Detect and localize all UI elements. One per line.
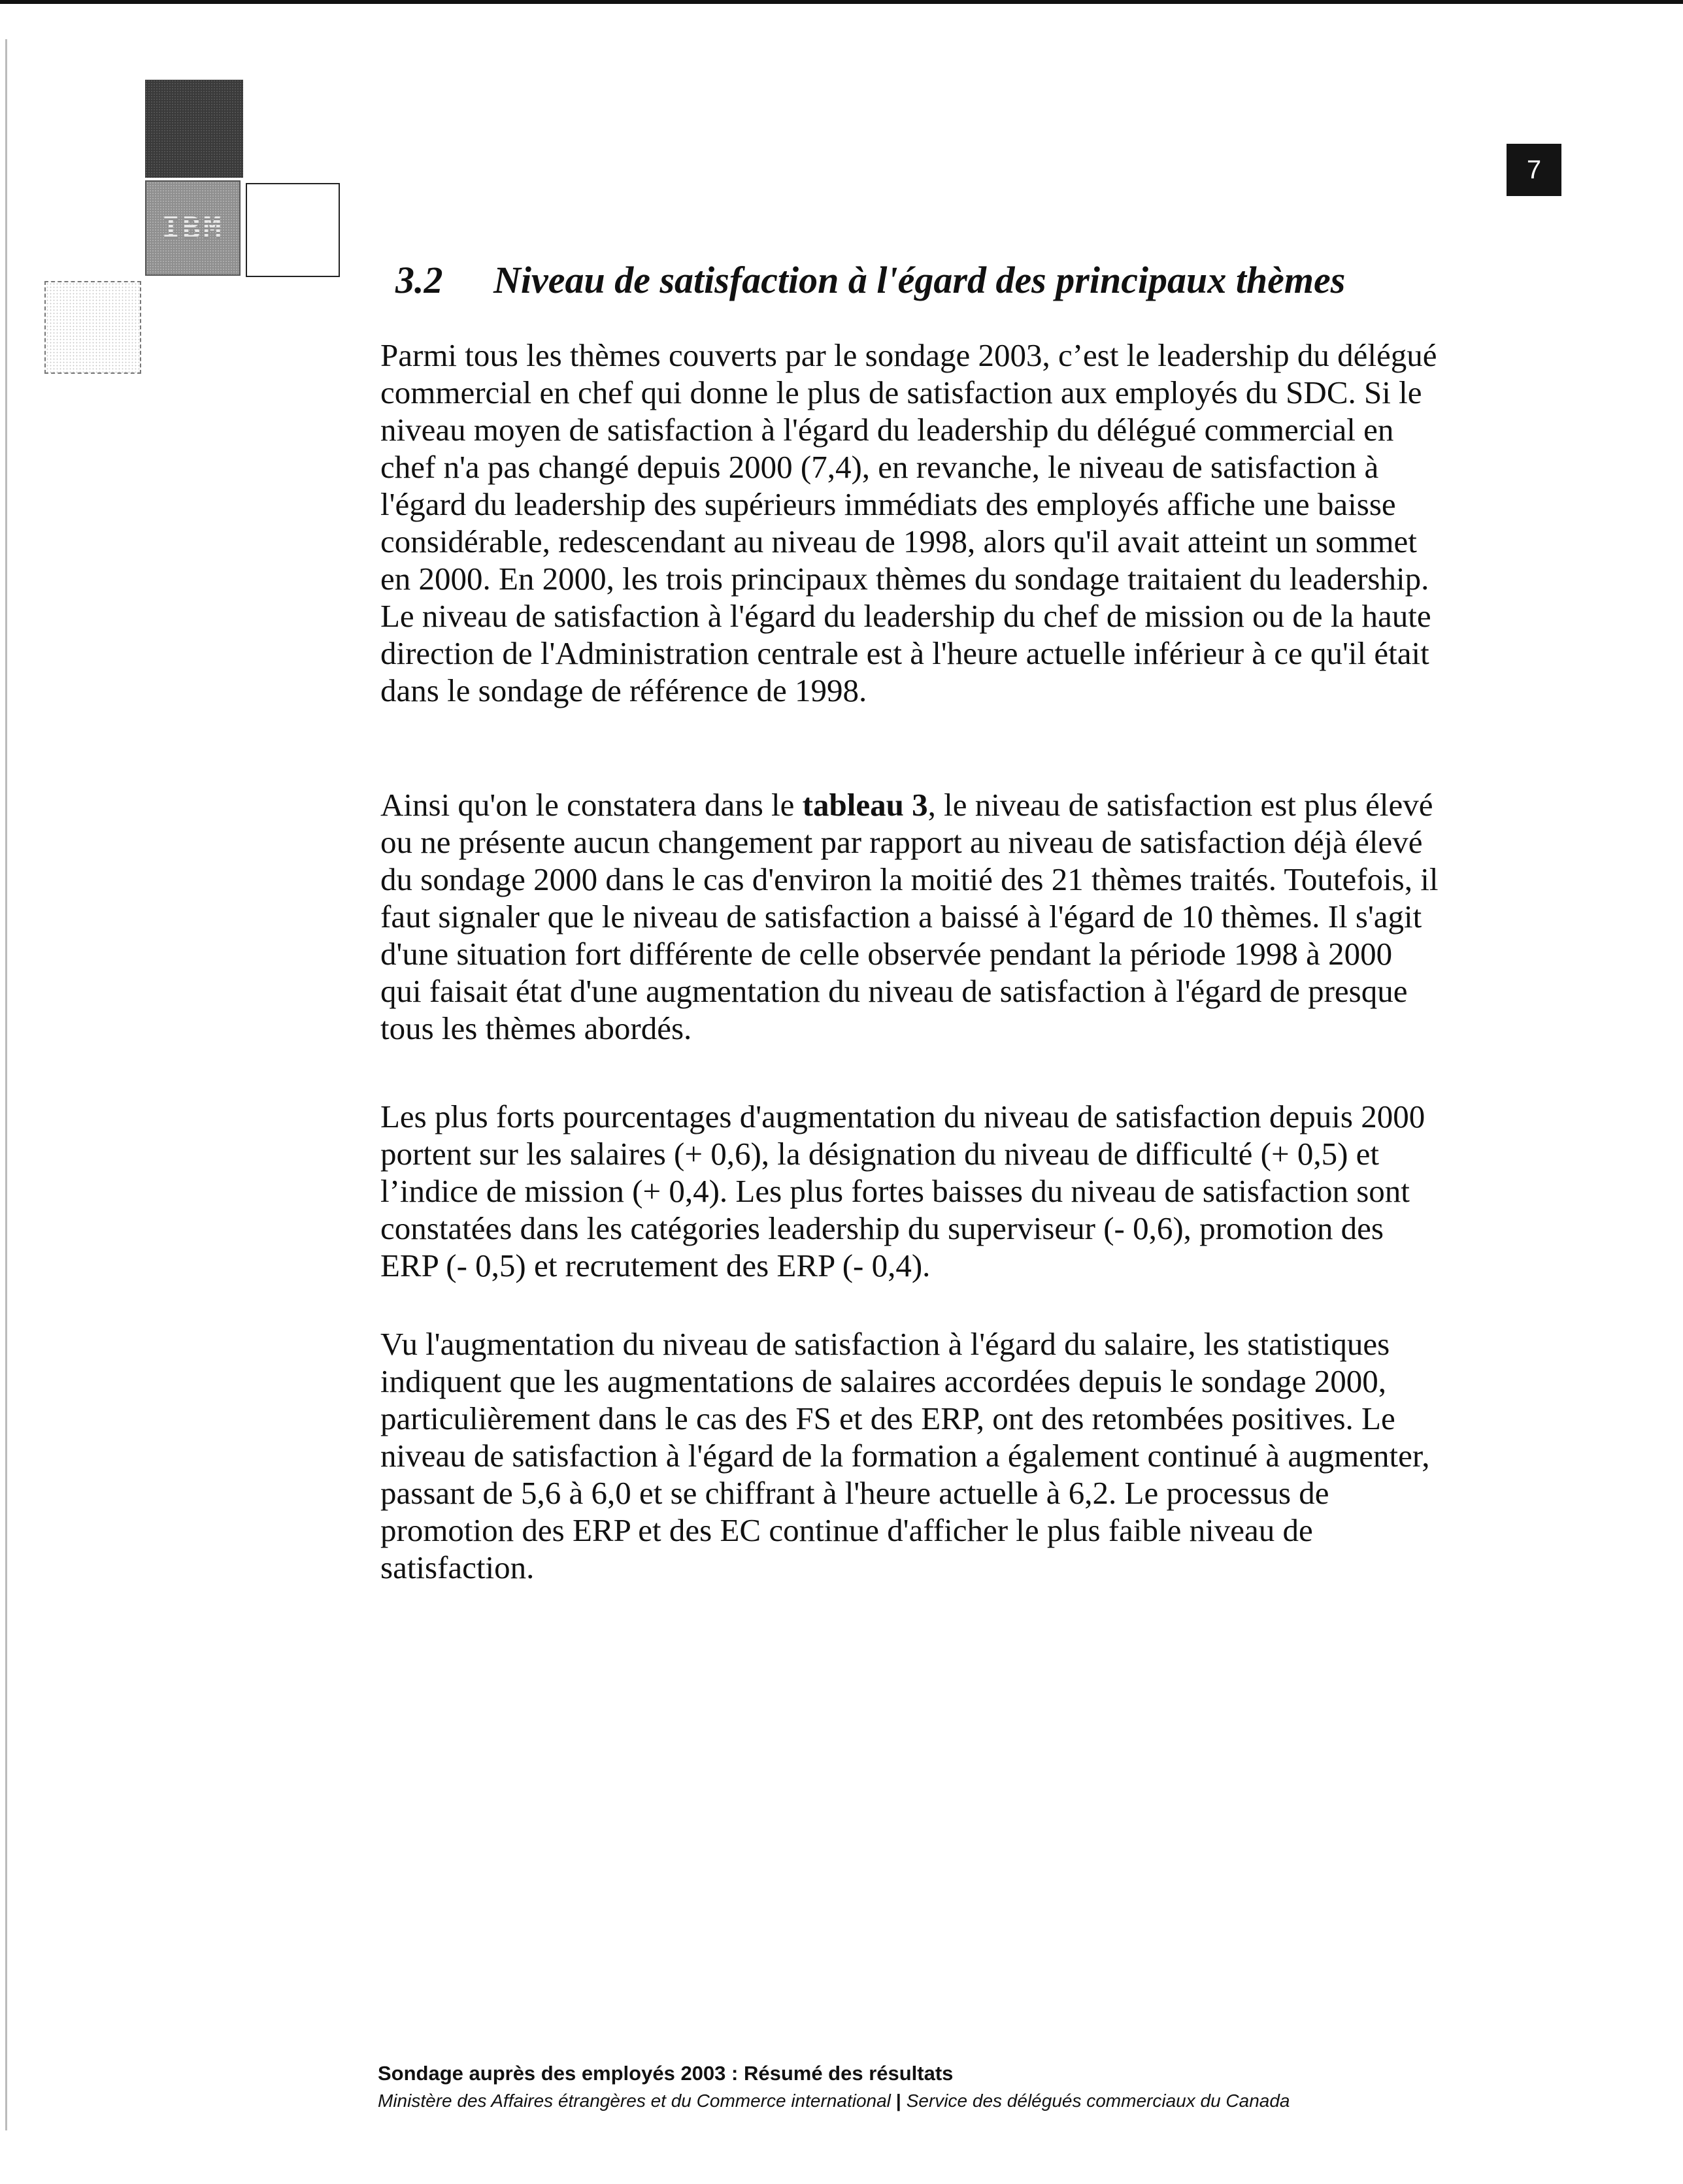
ibm-logo	[145, 180, 241, 276]
ibm-logo-text: IBM	[161, 210, 224, 246]
paragraph-table3	[380, 786, 1439, 1047]
paragraph-table3-intro: Ainsi qu'on le constatera dans le	[380, 787, 803, 823]
logo-outline-square	[246, 183, 340, 277]
page-number-badge	[1507, 144, 1561, 196]
paragraph-table3-body: , le niveau de satisfaction est plus élevé ou ne présente aucun changement par rapport au niveau de satisfaction déjà élevé du sondage 2000 dans le cas d'environ la moitié des 21 thèmes traités. Toutefois, il faut signaler que le niveau de satisfaction a baissé à l'égard de 10 thèmes. Il s'agit d'une situation fort différente de celle observée pendant la période 1998 à 2000 qui faisait état d'une augmentation du niveau de satisfaction à l'égard de presque tous les thèmes abordés.	[380, 787, 1439, 1046]
section-heading	[395, 258, 1345, 302]
paragraph-changes: Les plus forts pourcentages d'augmentation du niveau de satisfaction depuis 2000 portent sur les salaires (+ 0,6), la désignation du niveau de difficulté (+ 0,5) et l’indice de mission (+ 0,4). Les plus fortes baisses du niveau de satisfaction sont constatées dans les catégories leadership du superviseur (- 0,6), promotion des ERP (- 0,5) et recrutement des ERP (- 0,4).	[380, 1099, 1425, 1283]
footer-separator: |	[895, 2091, 901, 2111]
page-number: 7	[1526, 155, 1542, 184]
logo-dark-square	[145, 80, 243, 178]
scan-left-border	[5, 39, 7, 2130]
scan-top-border	[0, 0, 1683, 4]
footer-title: Sondage auprès des employés 2003 : Résumé des résultats	[378, 2062, 954, 2085]
footer-subtitle	[378, 2091, 1290, 2111]
page-footer	[378, 2062, 1290, 2111]
logo-light-square	[44, 281, 141, 374]
paragraph-salary: Vu l'augmentation du niveau de satisfaction à l'égard du salaire, les statistiques indiquent que les augmentations de salaires accordées depuis le sondage 2000, particulièrement dans le cas des FS et des ERP, ont des retombées positives. Le niveau de satisfaction à l'égard de la formation a également continué à augmenter, passant de 5,6 à 6,0 et se chiffrant à l'heure actuelle à 6,2. Le processus de promotion des ERP et des EC continue d'afficher le plus faible niveau de satisfaction.	[380, 1326, 1430, 1585]
footer-ministry: Ministère des Affaires étrangères et du Commerce international	[378, 2091, 891, 2111]
section-number: 3.2	[395, 259, 443, 301]
paragraph-leadership: Parmi tous les thèmes couverts par le sondage 2003, c’est le leadership du délégué commercial en chef qui donne le plus de satisfaction aux employés du SDC. Si le niveau moyen de satisfaction à l'égard du leadership du délégué commercial en chef n'a pas changé depuis 2000 (7,4), en revanche, le niveau de satisfaction à l'égard du leadership des supérieurs immédiats des employés affiche une baisse considérable, redescendant au niveau de 1998, alors qu'il avait atteint un sommet en 2000. En 2000, les trois principaux thèmes du sondage traitaient du leadership. Le niveau de satisfaction à l'égard du leadership du chef de mission ou de la haute direction de l'Administration centrale est à l'heure actuelle inférieur à ce qu'il était dans le sondage de référence de 1998.	[380, 337, 1437, 708]
footer-service: Service des délégués commerciaux du Canada	[906, 2091, 1290, 2111]
table-3-reference: tableau 3	[802, 787, 928, 823]
section-title: Niveau de satisfaction à l'égard des principaux thèmes	[493, 259, 1346, 301]
